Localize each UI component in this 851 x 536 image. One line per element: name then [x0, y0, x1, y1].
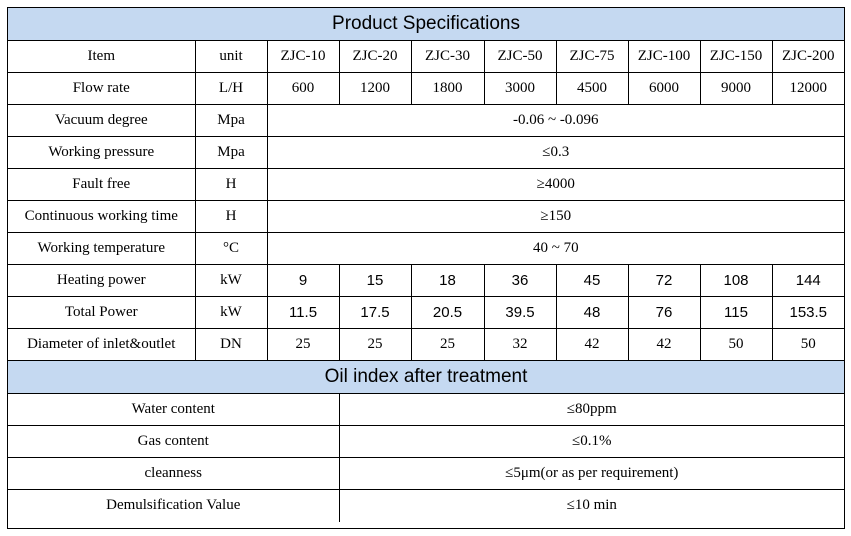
table-row	[8, 458, 844, 490]
product-spec-table	[8, 8, 844, 361]
cell-value: 1200	[339, 73, 411, 105]
cell-value: 153.5	[772, 297, 844, 329]
cell-value: 9	[267, 265, 339, 297]
row-label: Total Power	[8, 297, 195, 329]
cell-value: 45	[556, 265, 628, 297]
cell-value: 50	[700, 329, 772, 361]
cell-value: 25	[267, 329, 339, 361]
row-label: Water content	[8, 394, 339, 426]
cell-value: 50	[772, 329, 844, 361]
cell-value: 40 ~ 70	[267, 233, 844, 265]
header-model: ZJC-75	[556, 41, 628, 73]
row-label: Working temperature	[8, 233, 195, 265]
cell-value: ≤0.1%	[339, 426, 844, 458]
row-label: cleanness	[8, 458, 339, 490]
cell-value: 1800	[411, 73, 484, 105]
cell-value: ≥150	[267, 201, 844, 233]
cell-value: 11.5	[267, 297, 339, 329]
table-row-diameter	[8, 329, 844, 361]
header-item: Item	[8, 41, 195, 73]
cell-value: 42	[628, 329, 700, 361]
row-label: Vacuum degree	[8, 105, 195, 137]
row-label: Working pressure	[8, 137, 195, 169]
table-row-flow-rate	[8, 73, 844, 105]
table-row-total-power	[8, 297, 844, 329]
cell-value: ≤80ppm	[339, 394, 844, 426]
row-label: Gas content	[8, 426, 339, 458]
oil-index-title: Oil index after treatment	[8, 361, 844, 394]
table-row-temperature	[8, 233, 844, 265]
table-row-heating	[8, 265, 844, 297]
header-model: ZJC-50	[484, 41, 556, 73]
row-unit: Mpa	[195, 105, 267, 137]
table-row	[8, 490, 844, 522]
table-row-pressure	[8, 137, 844, 169]
row-label: Diameter of inlet&outlet	[8, 329, 195, 361]
cell-value: 115	[700, 297, 772, 329]
cell-value: ≥4000	[267, 169, 844, 201]
cell-value: 32	[484, 329, 556, 361]
cell-value: 17.5	[339, 297, 411, 329]
cell-value: 72	[628, 265, 700, 297]
cell-value: -0.06 ~ -0.096	[267, 105, 844, 137]
row-label: Heating power	[8, 265, 195, 297]
header-model: ZJC-10	[267, 41, 339, 73]
cell-value: 12000	[772, 73, 844, 105]
cell-value: 108	[700, 265, 772, 297]
cell-value: 20.5	[411, 297, 484, 329]
row-unit: H	[195, 169, 267, 201]
cell-value: 9000	[700, 73, 772, 105]
table-row-continuous	[8, 201, 844, 233]
header-model: ZJC-20	[339, 41, 411, 73]
cell-value: 4500	[556, 73, 628, 105]
cell-value: 600	[267, 73, 339, 105]
row-unit: DN	[195, 329, 267, 361]
cell-value: 48	[556, 297, 628, 329]
table-row-header	[8, 41, 844, 73]
cell-value: 3000	[484, 73, 556, 105]
row-unit: kW	[195, 297, 267, 329]
row-label: Flow rate	[8, 73, 195, 105]
row-unit: L/H	[195, 73, 267, 105]
cell-value: 25	[411, 329, 484, 361]
cell-value: 42	[556, 329, 628, 361]
header-model: ZJC-150	[700, 41, 772, 73]
oil-index-table	[8, 361, 844, 522]
cell-value: 15	[339, 265, 411, 297]
row-unit: kW	[195, 265, 267, 297]
header-model: ZJC-30	[411, 41, 484, 73]
row-label: Fault free	[8, 169, 195, 201]
table-row-vacuum	[8, 105, 844, 137]
cell-value: ≤5μm(or as per requirement)	[339, 458, 844, 490]
row-unit: Mpa	[195, 137, 267, 169]
product-spec-title: Product Specifications	[8, 8, 844, 41]
cell-value: 25	[339, 329, 411, 361]
row-unit: °C	[195, 233, 267, 265]
row-label: Continuous working time	[8, 201, 195, 233]
header-unit: unit	[195, 41, 267, 73]
table-row	[8, 426, 844, 458]
cell-value: 76	[628, 297, 700, 329]
cell-value: 144	[772, 265, 844, 297]
cell-value: 18	[411, 265, 484, 297]
cell-value: ≤10 min	[339, 490, 844, 522]
cell-value: 6000	[628, 73, 700, 105]
cell-value: 36	[484, 265, 556, 297]
header-model: ZJC-100	[628, 41, 700, 73]
row-label: Demulsification Value	[8, 490, 339, 522]
cell-value: 39.5	[484, 297, 556, 329]
row-unit: H	[195, 201, 267, 233]
header-model: ZJC-200	[772, 41, 844, 73]
table-row	[8, 394, 844, 426]
cell-value: ≤0.3	[267, 137, 844, 169]
table-row-fault-free	[8, 169, 844, 201]
spec-sheet	[7, 7, 845, 529]
